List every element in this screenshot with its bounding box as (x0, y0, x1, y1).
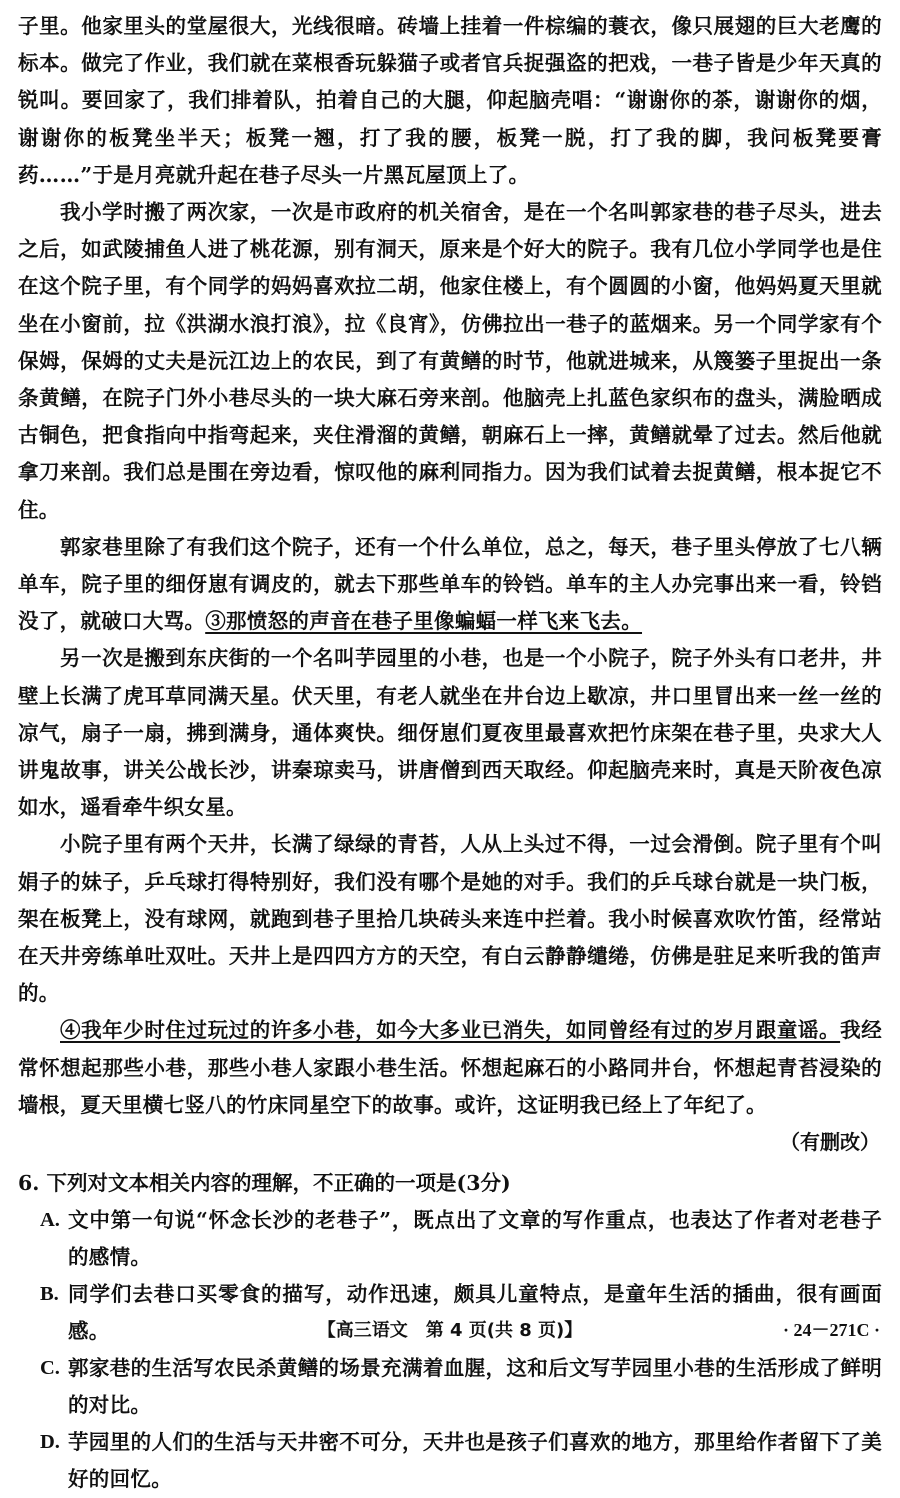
paragraph-6-text: 我经常怀想起那些小巷，那些小巷人家跟小巷生活。怀想起麻石的小路同井台，怀想起青苔浸染的墙根，夏天里横七竖八的竹床同星空下的故事。或许，这证明我已经上了年纪了。 (18, 1018, 882, 1117)
question-stem: 6. 下列对文本相关内容的理解，不正确的一项是(3分) (18, 1171, 511, 1196)
passage-paragraph-3 (18, 529, 882, 641)
option-text: 文中第一句说“怀念长沙的老巷子”，既点出了文章的写作重点，也表达了作者对老巷子的感情。 (68, 1208, 882, 1270)
option-text: 芋园里的人们的生活与天井密不可分，天井也是孩子们喜欢的地方，那里给作者留下了美好的回忆。 (68, 1430, 882, 1492)
option-d[interactable] (40, 1424, 882, 1498)
passage-paragraph-5: 小院子里有两个天井，长满了绿绿的青苔，人从上头过不得，一过会滑倒。院子里有个叫娟子的妹子，乒乓球打得特别好，我们没有哪个是她的对手。我们的乒乓球台就是一块门板，架在板凳上，没有球网，就跑到巷子里拾几块砖头来连中拦着。我小时候喜欢吹竹笛，经常站在天井旁练单吐双吐。天井上是四四方方的天空，有白云静静缱绻，仿佛是驻足来听我的笛声的。 (18, 832, 882, 1006)
passage-paragraph-2: 我小学时搬了两次家，一次是市政府的机关宿舍，是在一个名叫郭家巷的巷子尽头，进去之后，如武陵捕鱼人进了桃花源，别有洞天，原来是个好大的院子。我有几位小学同学也是住在这个院子里，有个同学的妈妈喜欢拉二胡，他家住楼上，有个圆圆的小窗，他妈妈夏天里就坐在小窗前，拉《洪湖水浪打浪》，拉《良宵》，仿佛拉出一巷子的蓝烟来。另一个同学家有个保姆，保姆的丈夫是沅江边上的农民，到了有黄鳝的时节，他就进城来，从篾篓子里捉出一条条黄鳝，在院子门外小巷尽头的一块大麻石旁来剖。他脑壳上扎蓝色家织布的盘头，满脸晒成古铜色，把食指向中指弯起来，夹住滑溜的黄鳝，朝麻石上一摔，黄鳝就晕了过去。然后他就拿刀来剖。我们总是围在旁边看，惊叹他的麻利同指力。因为我们试着去捉黄鳝，根本捉它不住。 (18, 200, 882, 522)
option-text: 同学们去巷口买零食的描写，动作迅速，颇具儿童特点，是童年生活的插曲，很有画面感。 (68, 1282, 882, 1344)
paragraph-3-text: 郭家巷里除了有我们这个院子，还有一个什么单位，总之，每天，巷子里头停放了七八辆单车，院子里的细伢崽有调皮的，就去下那些单车的铃铛。单车的主人办完事出来一看，铃铛没了，就破口大骂。 (18, 534, 882, 634)
underlined-sentence-4: ④我年少时住过玩过的许多小巷，如今大多业已消失，如同曾经有过的岁月跟童谣。 (60, 1018, 841, 1043)
passage-paragraph-4: 另一次是搬到东庆街的一个名叫芋园里的小巷，也是一个小院子，院子外头有口老井，井壁上长满了虎耳草同满天星。伏天里，有老人就坐在井台边上歇凉，井口里冒出来一丝一丝的凉气，扇子一扇，拂到满身，通体爽快。细伢崽们夏夜里最喜欢把竹床架在巷子里，央求大人讲鬼故事，讲关公战长沙，讲秦琼卖马，讲唐僧到西天取经。仰起脑壳来时，真是天阶夜色凉如水，遥看牵牛织女星。 (18, 646, 882, 820)
underlined-sentence-3: ③那愤怒的声音在巷子里像蝙蝠一样飞来飞去。 (205, 609, 643, 634)
option-letter: D. (40, 1431, 60, 1454)
footer-exam-code: · 24－271C · (782, 1320, 880, 1340)
passage-paragraph-6 (18, 1012, 882, 1124)
option-text: 郭家巷的生活写农民杀黄鳝的场景充满着血腥，这和后文写芋园里小巷的生活形成了鲜明的对比。 (68, 1356, 882, 1418)
option-c[interactable] (40, 1350, 882, 1424)
option-letter: B. (40, 1283, 59, 1306)
option-a[interactable] (40, 1202, 882, 1276)
page-footer (0, 1316, 900, 1346)
source-note: （有删改） (780, 1130, 880, 1155)
footer-page-info: 【高三语文 第 4 页(共 8 页)】 (317, 1320, 583, 1341)
option-letter: C. (40, 1357, 60, 1380)
option-letter: A. (40, 1209, 60, 1232)
passage-paragraph-1: 子里。他家里头的堂屋很大，光线很暗。砖墙上挂着一件棕编的蓑衣，像只展翅的巨大老鹰的标本。做完了作业，我们就在菜根香玩躲猫子或者官兵捉强盗的把戏，一巷子皆是少年天真的锐叫。要回家了，我们排着队，拍着自己的大腿，仰起脑壳唱：“谢谢你的茶，谢谢你的烟，谢谢你的板凳坐半天；板凳一翘，打了我的腰，板凳一脱，打了我的脚，我问板凳要膏药……”于是月亮就升起在巷子尽头一片黑瓦屋顶上了。 (18, 14, 882, 187)
